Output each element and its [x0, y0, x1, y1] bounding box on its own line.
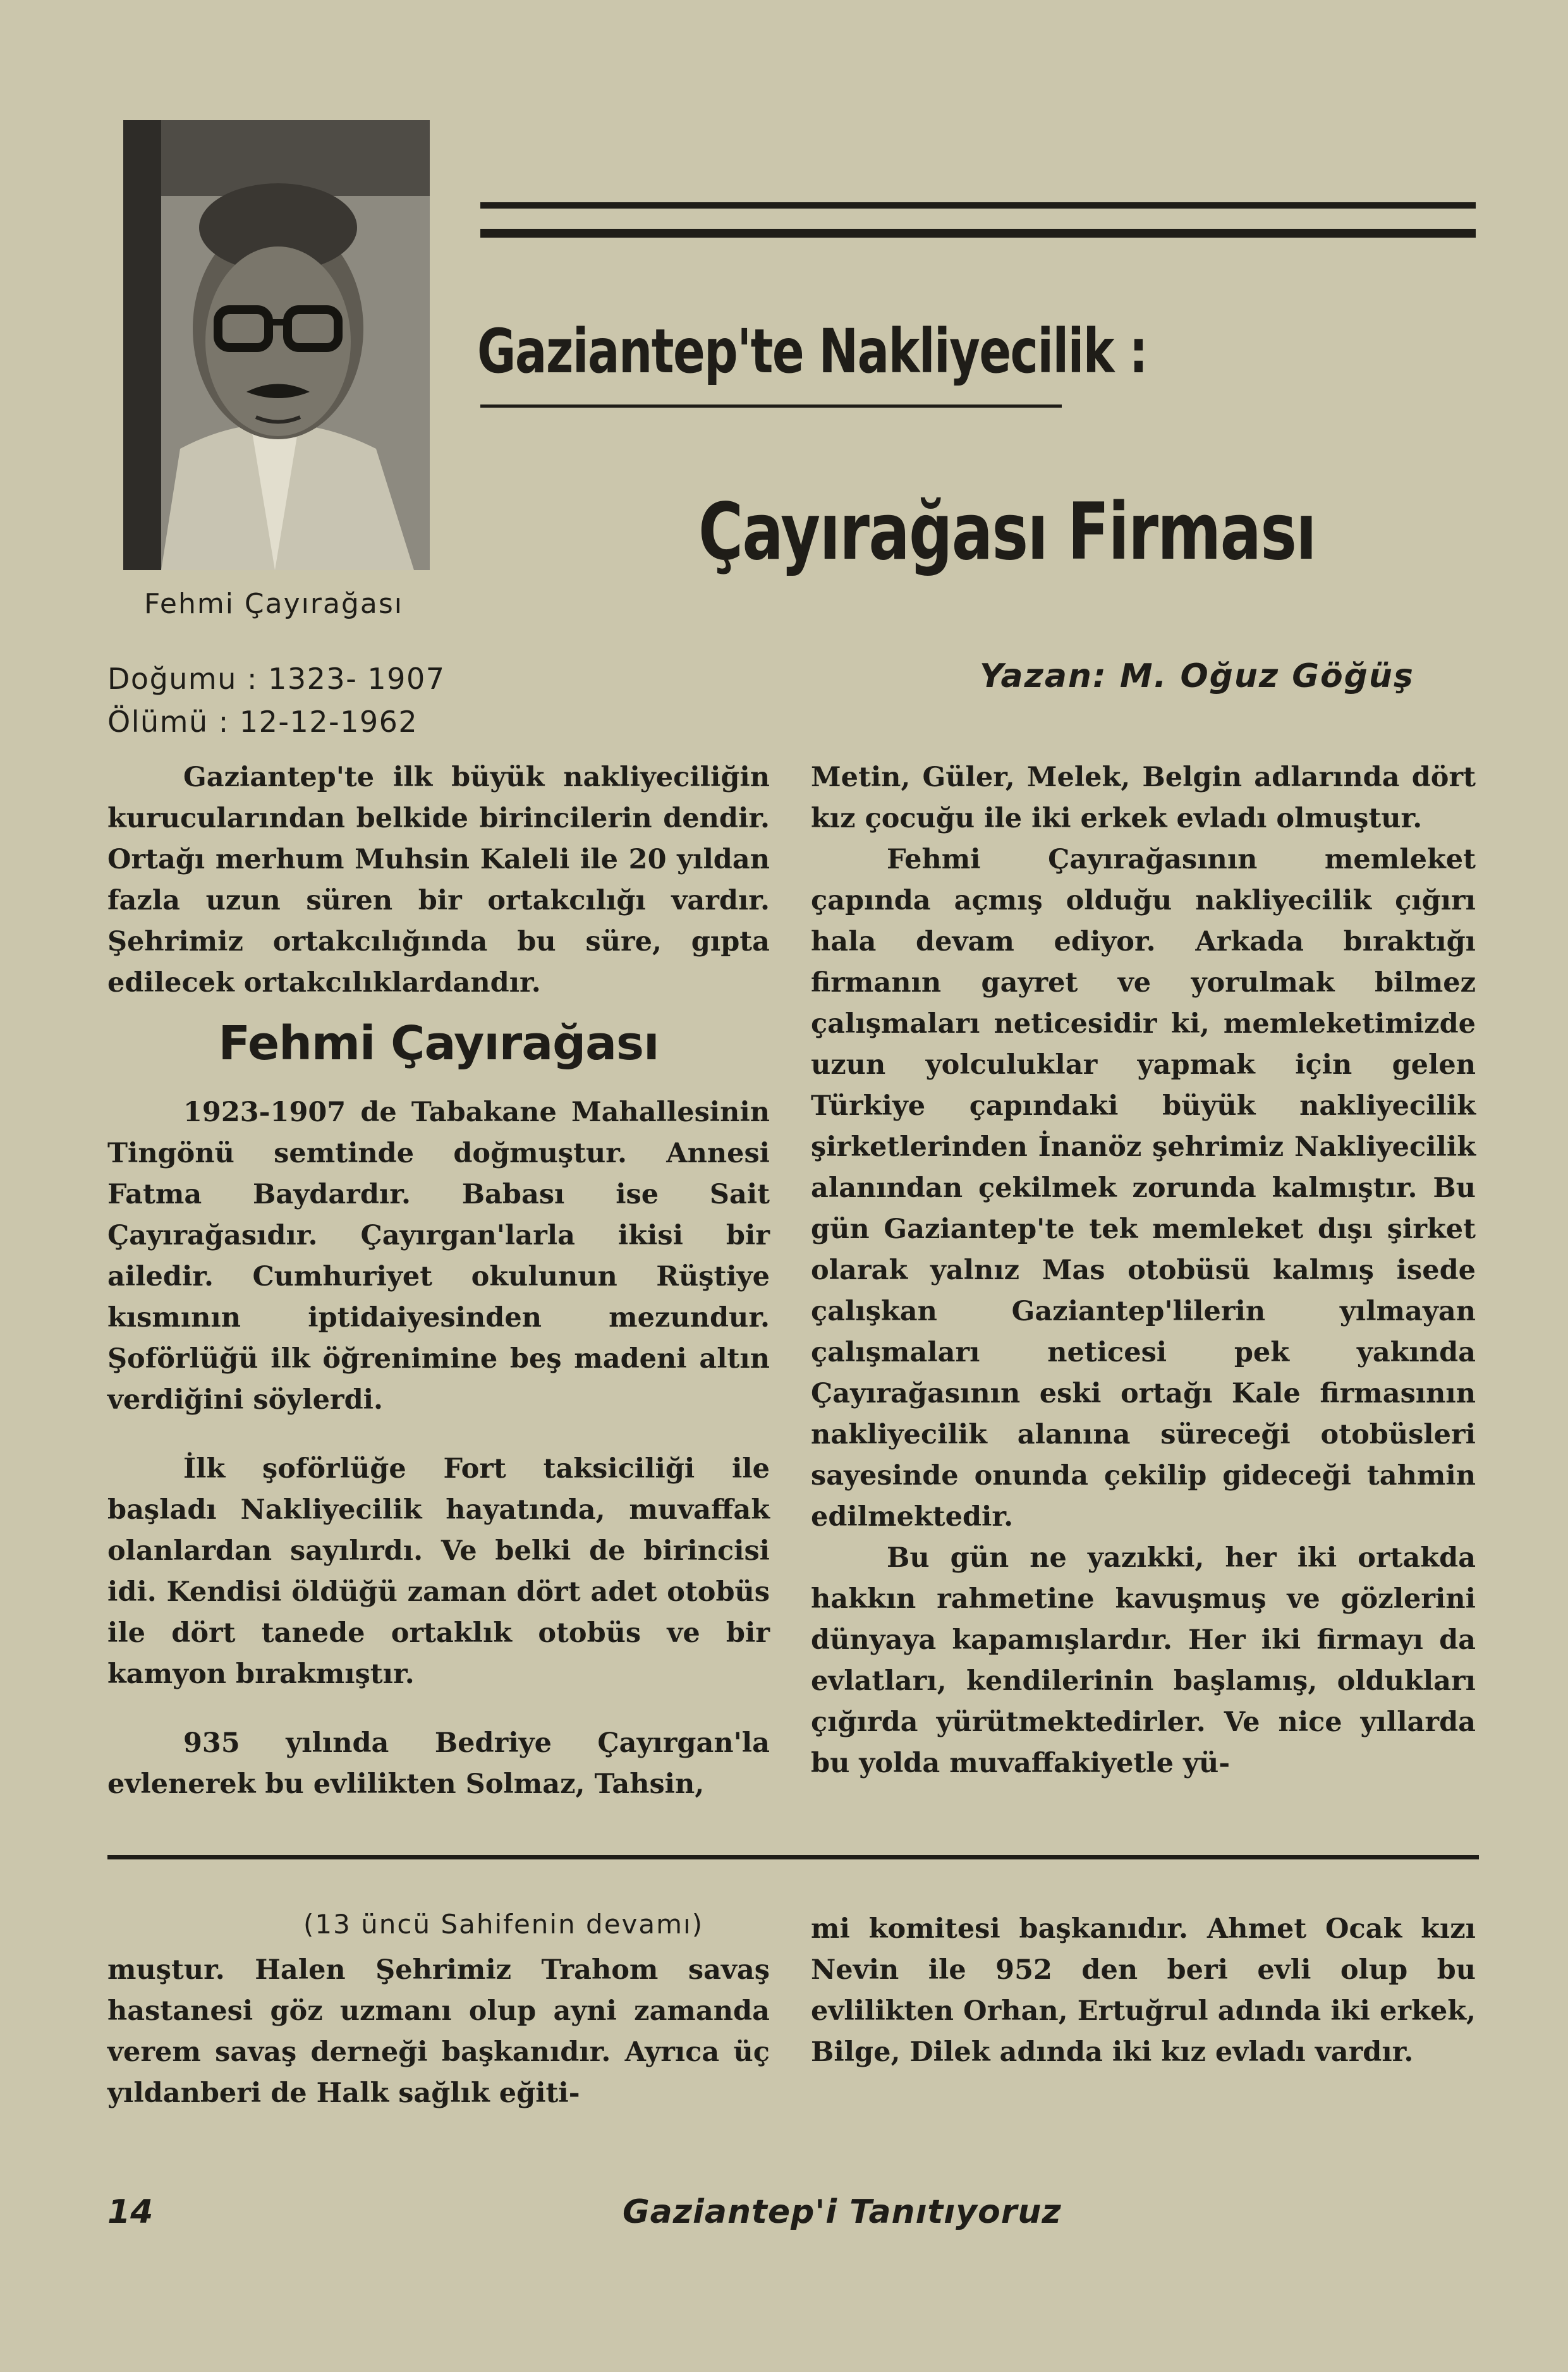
section-subheading: Fehmi Çayırağası	[218, 1016, 659, 1071]
title-underline	[480, 404, 1062, 408]
byline: Yazan: M. Oğuz Göğüş	[980, 657, 1414, 695]
paragraph-birth: 1923-1907 de Tabakane Mahallesinin Tingönü semtinde doğmuştur. Annesi Fatma Baydardır. Babası ise Sait Çayırağasıdır. Çayırgan'larla ikisi bir ailedir. Cumhuriyet okulunun Rüştiye kısmının iptidaiyesinden mezundur. Şoförlüğü ilk öğrenimine beş madeni altın verdiğini söylerdi.	[107, 1097, 770, 1416]
section-separator	[107, 1855, 1479, 1859]
intro-paragraph: Gaziantep'te ilk büyük nakliyeciliğin kurucularından belkide birincilerin dendir. Ortağı merhum Muhsin Kaleli ile 20 yıldan fazla uzun süren bir ortakcılığı vardır. Şehrimiz ortakcılığında bu süre, gıpta edilecek ortakcılıklardandır.	[107, 762, 770, 999]
birth-date: Doğumu : 1323- 1907	[107, 662, 446, 696]
portrait-photo	[123, 120, 430, 570]
continuation-note: (13 üncü Sahifenin devamı)	[303, 1909, 704, 1940]
article-column-right	[811, 757, 1476, 1784]
death-date: Ölümü : 12-12-1962	[107, 705, 418, 739]
paragraph-closing: Bu gün ne yazıkki, her iki ortakda hakkın rahmetine kavuşmuş ve gözlerini dünyaya kapamışlardır. Her iki firmayı da evlatları, kendilerinin başlamış, oldukları çığırda yürütmektedirler. Ve nice yıllarda bu yolda muvaffakiyetle yü-	[811, 1542, 1476, 1779]
photo-caption: Fehmi Çayırağası	[144, 588, 403, 620]
continuation-right-text: mi komitesi başkanıdır. Ahmet Ocak kızı Nevin ile 952 den beri evli olup bu evlilikten Orhan, Ertuğrul adında iki erkek, Bilge, Dilek adında iki kız evladı vardır.	[811, 1913, 1476, 2068]
article-title: Gaziantep'te Nakliyecilik :	[477, 316, 1147, 387]
header-rule-top	[480, 202, 1476, 209]
paragraph-career: İlk şoförlüğe Fort taksiciliği ile başladı Nakliyecilik hayatında, muvaffak olanlardan sayılırdı. Ve belki de birincisi idi. Kendisi öldüğü zaman dört adet otobüs ile dört tanede ortaklık otobüs ve bir kamyon bırakmıştır.	[107, 1453, 770, 1690]
continuation-left-text: muştur. Halen Şehrimiz Trahom savaş hastanesi göz uzmanı olup ayni zamanda verem savaş derneği başkanıdır. Ayrıca üç yıldanberi de Halk sağlık eğiti-	[107, 1954, 770, 2109]
continuation-column-right	[811, 1909, 1476, 2073]
paragraph-children: Metin, Güler, Melek, Belgin adlarında dört kız çocuğu ile iki erkek evladı olmuştur.	[811, 762, 1476, 834]
paragraph-legacy: Fehmi Çayırağasının memleket çapında açmış olduğu nakliyecilik çığırı hala devam ediyor. Arkada bıraktığı firmanın gayret ve yorulmak bilmez çalışmaları neticesidir ki, memleketimizde uzun yolculuklar yapmak için gelen Türkiye çapındaki büyük nakliyecilik şirketlerinden İnanöz şehrimiz Nakliyecilik alanından çekilmek zorunda kalmıştır. Bu gün Gaziantep'te tek memleket dışı şirket olarak yalnız Mas otobüsü kalmış isede çalışkan Gaziantep'lilerin yılmayan çalışmaları neticesi pek yakında Çayırağasının eski ortağı Kale firmasının nakliyecilik alanına süreceği otobüsleri sayesinde onunda çekilip gideceği tahmin edilmektedir.	[811, 844, 1476, 1533]
article-column-left	[107, 757, 770, 1805]
page-number: 14	[107, 2193, 154, 2231]
paragraph-marriage: 935 yılında Bedriye Çayırgan'la evlenerek bu evlilikten Solmaz, Tahsin,	[107, 1727, 770, 1800]
header-rule-top-2	[480, 229, 1476, 238]
publication-title: Gaziantep'i Tanıtıyoruz	[623, 2193, 1062, 2231]
portrait-illustration	[123, 120, 430, 570]
life-dates	[107, 657, 445, 743]
continuation-column-left	[107, 1950, 770, 2114]
article-firm-title: Çayırağası Firması	[698, 487, 1316, 578]
